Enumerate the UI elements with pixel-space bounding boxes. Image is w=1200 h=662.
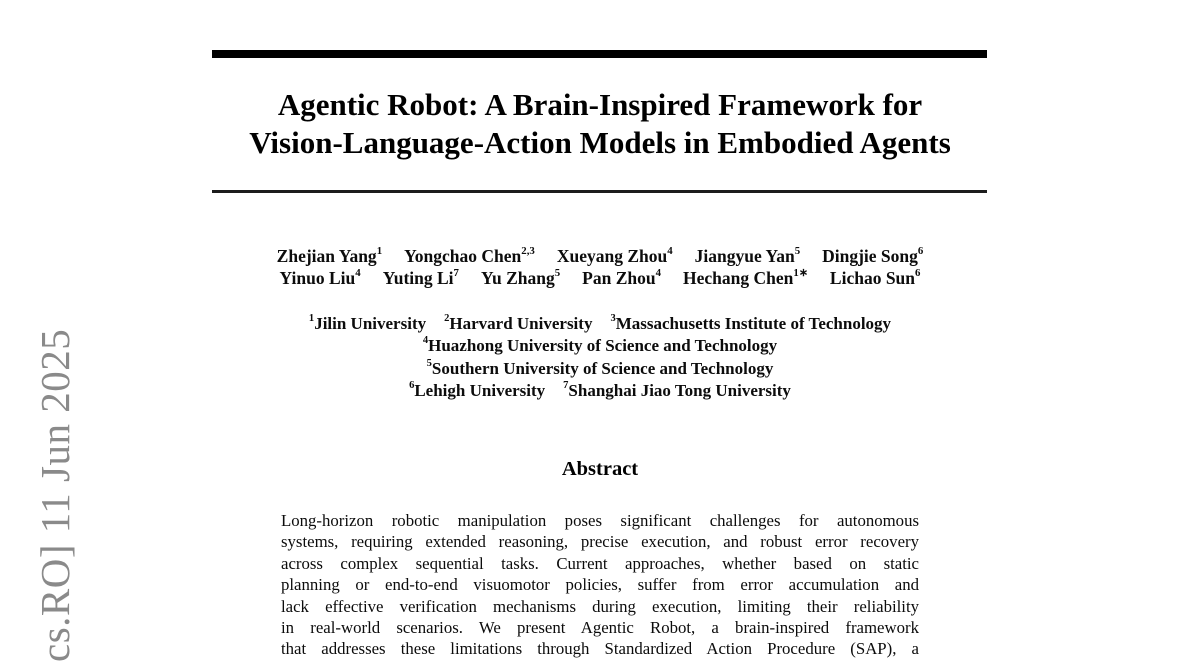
affiliation-superscript: 7 <box>563 379 569 391</box>
affiliation-line-2 <box>0 335 1200 357</box>
abstract-line: in real-world scenarios. We present Agentic Robot, a brain-inspired framework <box>281 617 919 637</box>
affiliation-name: $^3$Massachusetts Institute of Technology <box>610 312 892 333</box>
author-affiliation-superscript: 7 <box>453 266 459 279</box>
author-name: Dingjie Song$^6$ <box>822 244 924 266</box>
abstract-text <box>281 510 919 660</box>
affiliation-superscript: 5 <box>426 357 432 369</box>
author-name: Yu Zhang$^5$ <box>480 266 561 289</box>
paper-title-line1: Agentic Robot: A Brain-Inspired Framework for <box>277 87 923 122</box>
author-affiliation-superscript: 4 <box>355 266 361 279</box>
affiliation-name: $^4$Huazhong University of Science and Technology <box>422 335 778 356</box>
author-affiliation-superscript: 2,3 <box>521 244 535 257</box>
author-affiliation-superscript: 4 <box>655 266 662 279</box>
author-name: Yuting Li$^7$ <box>382 266 459 289</box>
affiliation-name: $^5$Southern University of Science and Technology <box>426 357 774 378</box>
abstract-heading: Abstract <box>561 458 639 480</box>
affiliation-line-1 <box>0 313 1200 335</box>
affiliation-superscript: 3 <box>610 312 616 324</box>
author-name: Hechang Chen$^{1∗}$ <box>683 266 808 289</box>
title-rule <box>212 190 987 193</box>
author-name: Xueyang Zhou$^4$ <box>556 244 673 266</box>
abstract-line: Long-horizon robotic manipulation poses significant challenges for autonomous <box>281 511 919 530</box>
author-affiliation-superscript: 4 <box>667 244 673 257</box>
affiliation-name: $^6$Lehigh University <box>409 379 546 401</box>
author-name: Jiangyue Yan$^5$ <box>694 244 801 266</box>
author-name: Pan Zhou$^4$ <box>582 266 662 289</box>
affiliation-superscript: 6 <box>409 379 415 391</box>
affiliation-superscript: 4 <box>422 335 429 347</box>
affiliation-name: $^2$Harvard University <box>444 312 593 333</box>
paper-title-line2: Vision-Language-Action Models in Embodied Agents <box>249 125 951 160</box>
affiliation-superscript: 2 <box>444 312 450 324</box>
affiliation-name: $^7$Shanghai Jiao Tong University <box>563 379 791 401</box>
abstract-line: lack effective verification mechanisms during execution, limiting their reliability <box>281 596 919 616</box>
abstract-line: that addresses these limitations through Standardized Action Procedure (SAP), a <box>281 639 919 659</box>
abstract-line: across complex sequential tasks. Current approaches, whether based on static <box>281 553 919 573</box>
author-affiliation-superscript: 1∗ <box>793 266 808 279</box>
paper-title <box>0 86 1200 162</box>
affiliation-line-3 <box>0 358 1200 380</box>
author-affiliation-superscript: 5 <box>794 244 801 257</box>
affiliation-list <box>0 313 1200 403</box>
affiliation-name: $^1$Jilin University <box>308 312 427 333</box>
arxiv-vertical-stamp: cs.RO] 11 Jun 2025 <box>32 328 78 662</box>
author-list <box>0 245 1200 290</box>
author-affiliation-superscript: 5 <box>554 266 561 279</box>
author-name: Yongchao Chen$^{2,3}$ <box>404 244 535 266</box>
author-row-1 <box>0 245 1200 267</box>
author-row-2 <box>0 267 1200 289</box>
top-rule <box>212 50 987 58</box>
author-affiliation-superscript: 6 <box>917 244 924 257</box>
abstract-line: planning or end-to-end visuomotor policies, suffer from error accumulation and <box>281 575 919 595</box>
affiliation-superscript: 1 <box>308 312 315 324</box>
author-name: Yinuo Liu$^4$ <box>279 266 361 289</box>
affiliation-line-4 <box>0 380 1200 402</box>
author-name: Lichao Sun$^6$ <box>829 266 921 289</box>
abstract-line: systems, requiring extended reasoning, precise execution, and robust error recovery <box>281 532 919 552</box>
author-name: Zhejian Yang$^1$ <box>276 244 383 266</box>
author-affiliation-superscript: 1 <box>376 244 383 257</box>
author-affiliation-superscript: 6 <box>915 266 921 279</box>
